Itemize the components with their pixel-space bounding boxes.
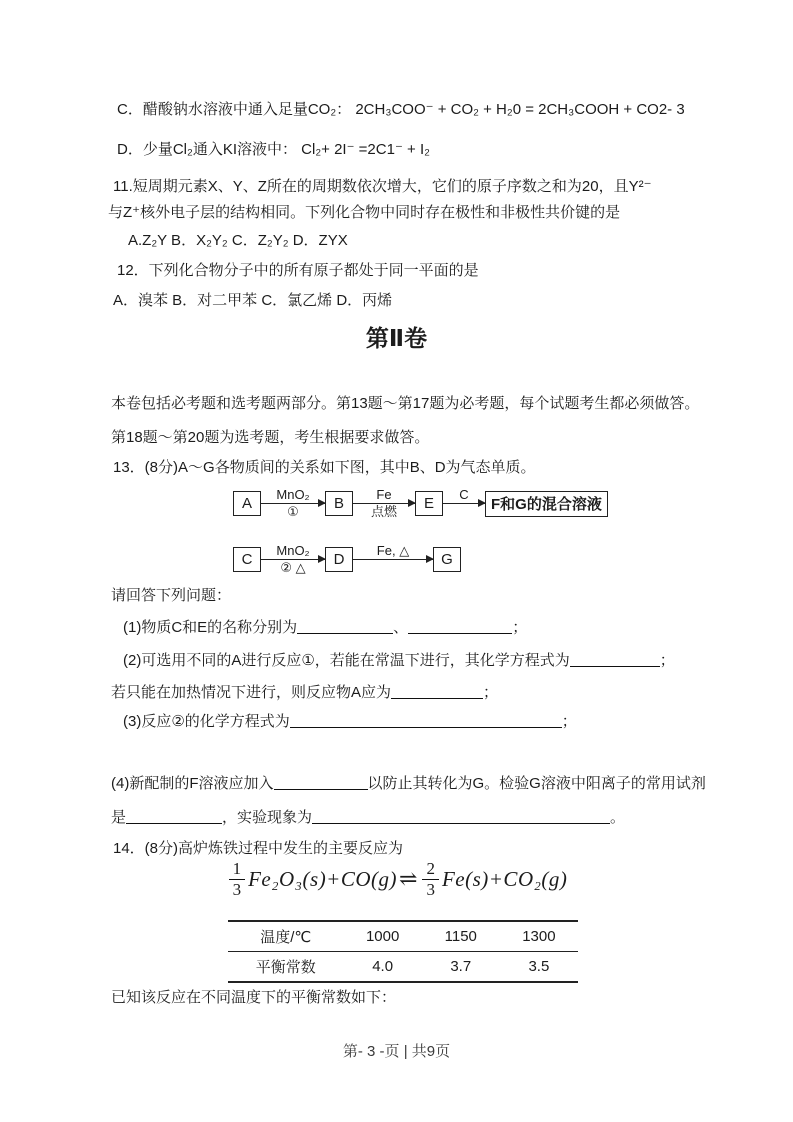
table-row	[228, 921, 578, 952]
q10-option-c: C．醋酸钠水溶液中通入足量CO₂： 2CH₃COO⁻ + CO₂ + H₂0 = 2CH₃COOH + CO2- 3	[117, 101, 685, 118]
q11-stem-line2: 与Z⁺核外电子层的结构相同。下列化合物中同时存在极性和非极性共价键的是	[108, 204, 621, 221]
reaction-arrow-4	[261, 543, 325, 576]
fraction-numerator: 2	[422, 860, 439, 880]
arrow-label-bottom: ② △	[280, 560, 306, 576]
q14-note: 已知该反应在不同温度下的平衡常数如下：	[111, 989, 397, 1006]
table-row	[228, 952, 578, 983]
q13-part1-sep: 、	[393, 619, 409, 636]
q13-part2-cont-text: 若只能在加热情况下进行，则反应物A应为	[111, 684, 392, 701]
table-cell: 1300	[500, 921, 578, 952]
table-cell: 1150	[422, 921, 500, 952]
table-cell: 温度/℃	[228, 921, 344, 952]
reaction-arrow-2	[353, 487, 415, 520]
fraction-denominator: 3	[426, 879, 435, 899]
equilibrium-constant-table	[228, 920, 578, 983]
q13-diagram-row2	[233, 543, 461, 576]
q14-equation	[0, 860, 793, 899]
q13-part2-cont	[111, 683, 498, 703]
answer-blank	[408, 618, 512, 634]
diagram-box-fg-solution: F和G的混合溶液	[485, 491, 608, 517]
table-cell: 1000	[344, 921, 422, 952]
table-cell: 平衡常数	[228, 952, 344, 983]
answer-blank	[312, 808, 610, 824]
arrow-label-bottom: 点燃	[370, 504, 397, 520]
q13-part1	[123, 618, 527, 638]
arrow-shaft	[353, 559, 433, 560]
table-cell: 3.7	[422, 952, 500, 983]
arrow-shaft	[261, 559, 325, 560]
answer-blank	[290, 712, 562, 728]
arrow-label-top: MnO₂	[276, 543, 310, 558]
arrow-label-top: MnO₂	[276, 487, 310, 502]
arrow-shaft	[443, 503, 485, 504]
diagram-box-b: B	[325, 491, 353, 516]
reaction-arrow-3	[443, 487, 485, 520]
diagram-box-g: G	[433, 547, 461, 572]
q13-part4-cont	[111, 808, 625, 828]
section-2-title: 第Ⅱ卷	[365, 325, 428, 351]
q13-stem: 13．(8分)A～G各物质间的关系如下图，其中B、D为气态单质。	[113, 459, 536, 476]
q13-part1-end: ；	[512, 619, 528, 636]
section-2-intro-2: 第18题～第20题为选考题，考生根据要求做答。	[111, 429, 430, 446]
equation-rhs: Fe(s)+CO₂(g)	[441, 866, 568, 891]
fraction-two-thirds	[422, 860, 439, 899]
q13-diagram-row1	[233, 487, 608, 520]
diagram-box-e: E	[415, 491, 443, 516]
reaction-arrow-1	[261, 487, 325, 520]
fraction-numerator: 1	[229, 860, 246, 880]
q13-part2	[123, 651, 675, 671]
table-cell: 4.0	[344, 952, 422, 983]
q13-part4	[111, 774, 706, 794]
diagram-box-d: D	[325, 547, 353, 572]
q13-part3	[123, 712, 577, 732]
arrow-label-top: Fe	[376, 487, 392, 502]
q12-options: A．溴苯 B．对二甲苯 C．氯乙烯 D．丙烯	[113, 292, 393, 309]
q14-stem: 14．(8分)高炉炼铁过程中发生的主要反应为	[113, 840, 404, 857]
q13-part2-text: (2)可选用不同的A进行反应①，若能在常温下进行，其化学方程式为	[123, 652, 570, 669]
table-cell: 3.5	[500, 952, 578, 983]
arrow-label-top: C	[459, 487, 469, 502]
diagram-box-c: C	[233, 547, 261, 572]
q11-stem-line1: 11.短周期元素X、Y、Z所在的周期数依次增大，它们的原子序数之和为20，且Y²⁻	[113, 178, 652, 195]
q13-part1-text: (1)物质C和E的名称分别为	[123, 619, 298, 636]
equation-lhs: Fe₂O₃(s)+CO(g)	[248, 866, 398, 891]
diagram-box-a: A	[233, 491, 261, 516]
q13-part4-text: (4)新配制的F溶液应加入	[111, 775, 274, 792]
page-number-footer: 第- 3 -页 | 共9页	[342, 1043, 451, 1060]
q10-option-d: D．少量Cl₂通入KI溶液中： Cl₂+ 2I⁻ =2C1⁻ + I₂	[117, 141, 430, 158]
q11-options: A.Z₂Y B．X₂Y₂ C．Z₂Y₂ D．ZYX	[128, 232, 348, 249]
arrow-label-top: Fe, △	[376, 543, 410, 558]
arrow-label-bottom: ①	[287, 504, 299, 520]
q12-stem: 12．下列化合物分子中的所有原子都处于同一平面的是	[117, 262, 479, 279]
fraction-denominator: 3	[232, 879, 242, 899]
section-2-intro-1: 本卷包括必考题和选考题两部分。第13题～第17题为必考题，每个试题考生都必须做答。	[111, 395, 700, 412]
arrow-shaft	[353, 503, 415, 504]
arrow-shaft	[261, 503, 325, 504]
answer-blank	[570, 651, 660, 667]
q13-part4-text2: 以防止其转化为G。检验G溶液中阳离子的常用试剂	[367, 775, 706, 792]
q13-part4-cont-end: 。	[610, 809, 626, 826]
answer-blank	[297, 618, 393, 634]
q13-part4-cont-text2: ，实验现象为	[222, 809, 313, 826]
answer-blank	[274, 774, 368, 790]
q13-part3-end: ；	[561, 713, 577, 730]
q13-part2-cont-end: ；	[483, 684, 499, 701]
q13-prompt: 请回答下列问题：	[111, 587, 232, 604]
reaction-arrow-5	[353, 543, 433, 576]
q13-part2-end: ；	[659, 652, 675, 669]
answer-blank	[391, 683, 483, 699]
equilibrium-arrow: ⇌	[399, 866, 418, 892]
q13-part4-cont-text: 是	[111, 809, 127, 826]
answer-blank	[126, 808, 222, 824]
q13-part3-text: (3)反应②的化学方程式为	[123, 713, 290, 730]
fraction-one-third	[229, 860, 246, 899]
